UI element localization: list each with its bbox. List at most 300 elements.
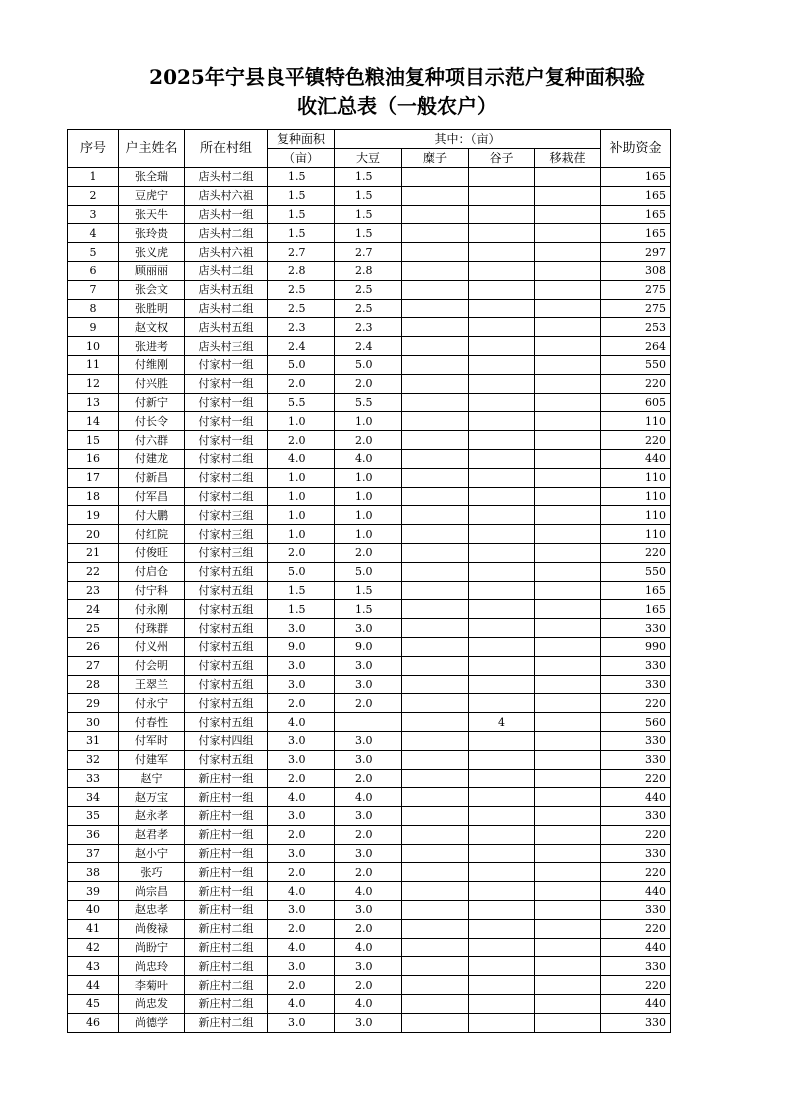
- cell-seq: 16: [68, 449, 119, 468]
- cell-area: 9.0: [268, 637, 335, 656]
- cell-transplant: [535, 280, 601, 299]
- table-row: [68, 656, 671, 675]
- cell-seq: 33: [68, 769, 119, 788]
- cell-subsidy: 275: [601, 280, 671, 299]
- cell-foxtail: [469, 901, 535, 920]
- cell-millet: [402, 731, 469, 750]
- cell-soy: 1.0: [335, 525, 402, 544]
- cell-village: 付家村五组: [185, 694, 268, 713]
- cell-soy: 2.5: [335, 280, 402, 299]
- cell-soy: 4.0: [335, 995, 402, 1014]
- table-row: [68, 261, 671, 280]
- cell-millet: [402, 976, 469, 995]
- cell-village: 付家村三组: [185, 525, 268, 544]
- cell-millet: [402, 600, 469, 619]
- cell-seq: 38: [68, 863, 119, 882]
- cell-foxtail: [469, 261, 535, 280]
- cell-foxtail: [469, 788, 535, 807]
- cell-transplant: [535, 694, 601, 713]
- cell-name: 李菊叶: [119, 976, 185, 995]
- cell-subsidy: 440: [601, 938, 671, 957]
- cell-area: 3.0: [268, 844, 335, 863]
- header-seq: 序号: [68, 130, 119, 168]
- cell-village: 新庄村一组: [185, 769, 268, 788]
- cell-village: 付家村二组: [185, 487, 268, 506]
- cell-subsidy: 110: [601, 468, 671, 487]
- cell-seq: 23: [68, 581, 119, 600]
- cell-subsidy: 220: [601, 919, 671, 938]
- cell-millet: [402, 995, 469, 1014]
- cell-transplant: [535, 186, 601, 205]
- cell-subsidy: 220: [601, 431, 671, 450]
- cell-village: 新庄村二组: [185, 938, 268, 957]
- table-row: [68, 938, 671, 957]
- cell-soy: 1.5: [335, 581, 402, 600]
- cell-foxtail: [469, 844, 535, 863]
- cell-name: 付军时: [119, 731, 185, 750]
- cell-soy: 2.7: [335, 243, 402, 262]
- header-transplant: 移栽荏: [535, 149, 601, 168]
- cell-village: 新庄村二组: [185, 995, 268, 1014]
- cell-area: 2.5: [268, 299, 335, 318]
- cell-transplant: [535, 957, 601, 976]
- cell-name: 付宁科: [119, 581, 185, 600]
- cell-soy: 3.0: [335, 731, 402, 750]
- cell-millet: [402, 318, 469, 337]
- cell-foxtail: [469, 318, 535, 337]
- cell-name: 付兴胜: [119, 374, 185, 393]
- cell-area: 3.0: [268, 619, 335, 638]
- cell-millet: [402, 713, 469, 732]
- cell-millet: [402, 186, 469, 205]
- cell-village: 付家村一组: [185, 431, 268, 450]
- cell-area: 4.0: [268, 938, 335, 957]
- table-row: [68, 337, 671, 356]
- cell-millet: [402, 525, 469, 544]
- cell-soy: 3.0: [335, 844, 402, 863]
- cell-subsidy: 220: [601, 863, 671, 882]
- cell-foxtail: [469, 299, 535, 318]
- cell-foxtail: 4: [469, 713, 535, 732]
- cell-village: 店头村五组: [185, 318, 268, 337]
- cell-village: 店头村三组: [185, 337, 268, 356]
- table-row: [68, 318, 671, 337]
- cell-village: 店头村二组: [185, 168, 268, 187]
- cell-millet: [402, 769, 469, 788]
- table-row: [68, 299, 671, 318]
- cell-soy: 4.0: [335, 882, 402, 901]
- table-row: [68, 619, 671, 638]
- cell-soy: 5.0: [335, 562, 402, 581]
- cell-foxtail: [469, 355, 535, 374]
- cell-soy: 2.0: [335, 863, 402, 882]
- cell-village: 付家村五组: [185, 713, 268, 732]
- cell-subsidy: 165: [601, 168, 671, 187]
- cell-seq: 18: [68, 487, 119, 506]
- cell-name: 豆虎宁: [119, 186, 185, 205]
- cell-name: 赵小宁: [119, 844, 185, 863]
- cell-millet: [402, 243, 469, 262]
- cell-transplant: [535, 525, 601, 544]
- cell-soy: 3.0: [335, 957, 402, 976]
- cell-foxtail: [469, 825, 535, 844]
- cell-transplant: [535, 713, 601, 732]
- cell-soy: 2.0: [335, 431, 402, 450]
- cell-name: 付红院: [119, 525, 185, 544]
- cell-area: 3.0: [268, 675, 335, 694]
- cell-area: 3.0: [268, 731, 335, 750]
- table-row: [68, 393, 671, 412]
- cell-subsidy: 550: [601, 562, 671, 581]
- table-row: [68, 205, 671, 224]
- cell-subsidy: 330: [601, 844, 671, 863]
- header-area: 复种面积: [268, 130, 335, 149]
- table-row: [68, 788, 671, 807]
- cell-area: 4.0: [268, 713, 335, 732]
- cell-foxtail: [469, 487, 535, 506]
- table-row: [68, 562, 671, 581]
- cell-foxtail: [469, 807, 535, 826]
- cell-village: 付家村五组: [185, 637, 268, 656]
- cell-name: 张玲贵: [119, 224, 185, 243]
- cell-transplant: [535, 355, 601, 374]
- cell-seq: 34: [68, 788, 119, 807]
- cell-seq: 25: [68, 619, 119, 638]
- cell-area: 1.0: [268, 468, 335, 487]
- cell-foxtail: [469, 525, 535, 544]
- cell-millet: [402, 280, 469, 299]
- cell-name: 赵忠孝: [119, 901, 185, 920]
- cell-village: 新庄村二组: [185, 919, 268, 938]
- cell-subsidy: 330: [601, 750, 671, 769]
- cell-village: 新庄村一组: [185, 844, 268, 863]
- cell-transplant: [535, 938, 601, 957]
- cell-name: 张天牛: [119, 205, 185, 224]
- cell-foxtail: [469, 186, 535, 205]
- cell-transplant: [535, 825, 601, 844]
- cell-area: 1.0: [268, 506, 335, 525]
- cell-transplant: [535, 299, 601, 318]
- cell-millet: [402, 543, 469, 562]
- cell-name: 赵君孝: [119, 825, 185, 844]
- cell-seq: 24: [68, 600, 119, 619]
- cell-seq: 20: [68, 525, 119, 544]
- cell-transplant: [535, 168, 601, 187]
- cell-village: 付家村四组: [185, 731, 268, 750]
- table-row: [68, 374, 671, 393]
- cell-name: 付珠群: [119, 619, 185, 638]
- cell-village: 付家村五组: [185, 562, 268, 581]
- cell-village: 店头村二组: [185, 261, 268, 280]
- cell-area: 2.0: [268, 543, 335, 562]
- cell-village: 付家村五组: [185, 675, 268, 694]
- cell-millet: [402, 374, 469, 393]
- cell-subsidy: 330: [601, 901, 671, 920]
- cell-subsidy: 990: [601, 637, 671, 656]
- cell-area: 2.0: [268, 769, 335, 788]
- cell-millet: [402, 901, 469, 920]
- header-village: 所在村组: [185, 130, 268, 168]
- header-foxtail: 谷子: [469, 149, 535, 168]
- cell-foxtail: [469, 976, 535, 995]
- table-row: [68, 882, 671, 901]
- cell-subsidy: 110: [601, 412, 671, 431]
- cell-soy: [335, 713, 402, 732]
- cell-millet: [402, 337, 469, 356]
- cell-seq: 15: [68, 431, 119, 450]
- cell-millet: [402, 694, 469, 713]
- table-row: [68, 487, 671, 506]
- table-row: [68, 355, 671, 374]
- cell-village: 付家村五组: [185, 581, 268, 600]
- table-row: [68, 581, 671, 600]
- table-row: [68, 901, 671, 920]
- cell-soy: 1.5: [335, 600, 402, 619]
- cell-foxtail: [469, 562, 535, 581]
- cell-village: 新庄村一组: [185, 901, 268, 920]
- cell-subsidy: 330: [601, 807, 671, 826]
- cell-soy: 2.0: [335, 694, 402, 713]
- cell-area: 2.0: [268, 431, 335, 450]
- cell-foxtail: [469, 581, 535, 600]
- cell-transplant: [535, 807, 601, 826]
- cell-name: 付建龙: [119, 449, 185, 468]
- cell-seq: 4: [68, 224, 119, 243]
- cell-subsidy: 165: [601, 186, 671, 205]
- cell-subsidy: 605: [601, 393, 671, 412]
- cell-transplant: [535, 600, 601, 619]
- cell-seq: 2: [68, 186, 119, 205]
- cell-foxtail: [469, 243, 535, 262]
- cell-subsidy: 330: [601, 731, 671, 750]
- cell-subsidy: 220: [601, 694, 671, 713]
- cell-foxtail: [469, 769, 535, 788]
- cell-area: 2.0: [268, 825, 335, 844]
- cell-area: 4.0: [268, 995, 335, 1014]
- table-row: [68, 449, 671, 468]
- cell-subsidy: 165: [601, 205, 671, 224]
- cell-village: 付家村五组: [185, 619, 268, 638]
- cell-area: 2.7: [268, 243, 335, 262]
- cell-area: 1.5: [268, 168, 335, 187]
- table-row: [68, 600, 671, 619]
- cell-area: 2.5: [268, 280, 335, 299]
- cell-name: 尚忠发: [119, 995, 185, 1014]
- cell-subsidy: 330: [601, 619, 671, 638]
- cell-millet: [402, 205, 469, 224]
- cell-transplant: [535, 337, 601, 356]
- cell-seq: 44: [68, 976, 119, 995]
- cell-village: 新庄村一组: [185, 807, 268, 826]
- cell-transplant: [535, 468, 601, 487]
- cell-soy: 4.0: [335, 938, 402, 957]
- cell-subsidy: 165: [601, 224, 671, 243]
- cell-millet: [402, 750, 469, 769]
- cell-millet: [402, 393, 469, 412]
- cell-area: 4.0: [268, 449, 335, 468]
- cell-name: 张会文: [119, 280, 185, 299]
- cell-village: 店头村五组: [185, 280, 268, 299]
- cell-transplant: [535, 769, 601, 788]
- cell-transplant: [535, 976, 601, 995]
- cell-soy: 5.0: [335, 355, 402, 374]
- cell-village: 付家村一组: [185, 374, 268, 393]
- cell-subsidy: 440: [601, 449, 671, 468]
- cell-soy: 3.0: [335, 750, 402, 769]
- cell-millet: [402, 825, 469, 844]
- cell-village: 付家村一组: [185, 393, 268, 412]
- cell-name: 张进考: [119, 337, 185, 356]
- header-area-unit: （亩）: [268, 149, 335, 168]
- table-row: [68, 769, 671, 788]
- cell-foxtail: [469, 619, 535, 638]
- cell-millet: [402, 807, 469, 826]
- cell-subsidy: 253: [601, 318, 671, 337]
- cell-subsidy: 110: [601, 487, 671, 506]
- cell-name: 王翠兰: [119, 675, 185, 694]
- cell-soy: 2.0: [335, 374, 402, 393]
- cell-transplant: [535, 901, 601, 920]
- cell-village: 付家村二组: [185, 468, 268, 487]
- cell-seq: 46: [68, 1013, 119, 1032]
- cell-millet: [402, 581, 469, 600]
- table-row: [68, 543, 671, 562]
- cell-foxtail: [469, 543, 535, 562]
- table-row: [68, 844, 671, 863]
- cell-area: 2.3: [268, 318, 335, 337]
- cell-village: 付家村一组: [185, 412, 268, 431]
- cell-name: 付会明: [119, 656, 185, 675]
- cell-millet: [402, 938, 469, 957]
- table-row: [68, 224, 671, 243]
- cell-foxtail: [469, 731, 535, 750]
- cell-soy: 2.0: [335, 825, 402, 844]
- table-row: [68, 431, 671, 450]
- cell-millet: [402, 355, 469, 374]
- cell-soy: 2.0: [335, 976, 402, 995]
- cell-millet: [402, 224, 469, 243]
- table-row: [68, 995, 671, 1014]
- cell-soy: 3.0: [335, 656, 402, 675]
- cell-area: 4.0: [268, 882, 335, 901]
- cell-area: 3.0: [268, 807, 335, 826]
- cell-subsidy: 330: [601, 656, 671, 675]
- cell-transplant: [535, 412, 601, 431]
- cell-area: 2.0: [268, 694, 335, 713]
- cell-village: 新庄村一组: [185, 882, 268, 901]
- cell-village: 付家村五组: [185, 750, 268, 769]
- cell-seq: 40: [68, 901, 119, 920]
- cell-area: 3.0: [268, 957, 335, 976]
- table-row: [68, 976, 671, 995]
- cell-area: 4.0: [268, 788, 335, 807]
- table-row: [68, 957, 671, 976]
- cell-name: 付军昌: [119, 487, 185, 506]
- cell-foxtail: [469, 280, 535, 299]
- cell-subsidy: 220: [601, 543, 671, 562]
- cell-village: 新庄村一组: [185, 863, 268, 882]
- cell-transplant: [535, 863, 601, 882]
- cell-soy: 1.0: [335, 468, 402, 487]
- cell-area: 3.0: [268, 901, 335, 920]
- cell-area: 3.0: [268, 656, 335, 675]
- table-row: [68, 637, 671, 656]
- cell-seq: 26: [68, 637, 119, 656]
- cell-subsidy: 440: [601, 995, 671, 1014]
- cell-transplant: [535, 431, 601, 450]
- cell-millet: [402, 168, 469, 187]
- cell-seq: 8: [68, 299, 119, 318]
- cell-foxtail: [469, 957, 535, 976]
- header-soy: 大豆: [335, 149, 402, 168]
- cell-seq: 28: [68, 675, 119, 694]
- table-row: [68, 750, 671, 769]
- cell-transplant: [535, 619, 601, 638]
- cell-millet: [402, 431, 469, 450]
- cell-subsidy: 550: [601, 355, 671, 374]
- cell-name: 尚俊禄: [119, 919, 185, 938]
- cell-soy: 5.5: [335, 393, 402, 412]
- cell-name: 赵宁: [119, 769, 185, 788]
- cell-foxtail: [469, 600, 535, 619]
- cell-transplant: [535, 243, 601, 262]
- cell-foxtail: [469, 637, 535, 656]
- cell-transplant: [535, 224, 601, 243]
- cell-transplant: [535, 261, 601, 280]
- cell-name: 付永刚: [119, 600, 185, 619]
- table-row: [68, 807, 671, 826]
- cell-millet: [402, 1013, 469, 1032]
- cell-transplant: [535, 882, 601, 901]
- cell-foxtail: [469, 431, 535, 450]
- cell-seq: 19: [68, 506, 119, 525]
- cell-subsidy: 220: [601, 976, 671, 995]
- cell-seq: 1: [68, 168, 119, 187]
- cell-foxtail: [469, 374, 535, 393]
- cell-name: 张义虎: [119, 243, 185, 262]
- cell-name: 付义州: [119, 637, 185, 656]
- cell-village: 店头村二组: [185, 224, 268, 243]
- cell-transplant: [535, 205, 601, 224]
- cell-name: 付新昌: [119, 468, 185, 487]
- cell-area: 5.0: [268, 355, 335, 374]
- cell-name: 赵永孝: [119, 807, 185, 826]
- cell-name: 尚宗昌: [119, 882, 185, 901]
- cell-seq: 42: [68, 938, 119, 957]
- cell-seq: 36: [68, 825, 119, 844]
- cell-millet: [402, 675, 469, 694]
- table-row: [68, 168, 671, 187]
- table-row: [68, 525, 671, 544]
- cell-soy: 1.5: [335, 168, 402, 187]
- cell-soy: 2.0: [335, 543, 402, 562]
- cell-transplant: [535, 543, 601, 562]
- cell-seq: 37: [68, 844, 119, 863]
- cell-subsidy: 165: [601, 581, 671, 600]
- table-row: [68, 694, 671, 713]
- document-title-line-1: 2025年宁县良平镇特色粮油复种项目示范户复种面积验: [149, 65, 645, 89]
- cell-transplant: [535, 449, 601, 468]
- cell-soy: 2.0: [335, 919, 402, 938]
- cell-transplant: [535, 487, 601, 506]
- cell-name: 赵文权: [119, 318, 185, 337]
- cell-millet: [402, 863, 469, 882]
- cell-soy: 3.0: [335, 1013, 402, 1032]
- cell-foxtail: [469, 1013, 535, 1032]
- header-name: 户主姓名: [119, 130, 185, 168]
- cell-transplant: [535, 750, 601, 769]
- cell-seq: 13: [68, 393, 119, 412]
